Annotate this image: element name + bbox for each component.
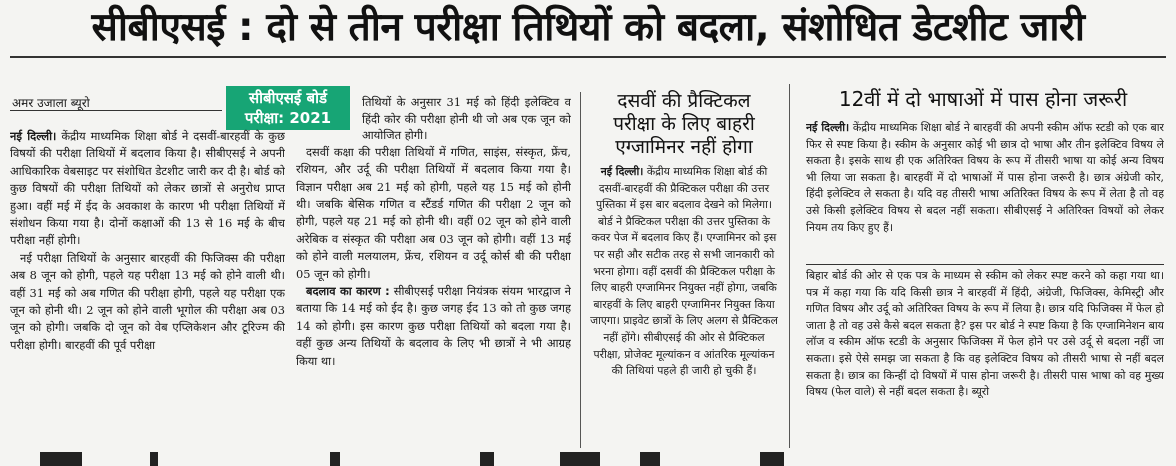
article2-heading-line1: दसवीं की प्रैक्टिकल: [617, 90, 751, 112]
article1-col1-p2: नई परीक्षा तिथियों के अनुसार बारहवीं की फिजिक्स की परीक्षा अब 8 जून को होगी, पहले यह परीक्षा 13 मई को होने वाली थी। वहीं 31 मई को अब गणित की परीक्षा होगी, पहले यह परीक्षा एक जून को होनी थी। 2 जून को होने वाली भूगोल की परीक्षा अब 03 जून को होगी। जबकि दो जून को वेब एप्लिकेशन और टूरिज्म की परीक्षा होगी। बारहवीं की पूर्व परीक्षा: [10, 250, 285, 352]
article1-reason-label: बदलाव का कारण :: [306, 284, 390, 299]
article2-text: केंद्रीय माध्यमिक शिक्षा बोर्ड की दसवीं-बारहवीं की प्रैक्टिकल परीक्षा की उत्तर पुस्तिका में इस बार बदलाव देखने को मिलेगा। बोर्ड ने प्रैक्टिकल परीक्षा की उत्तर पुस्तिका के कवर पेज में बदलाव किए हैं। एग्जामिनर को इस पर सही और सटीक तरह से सभी जानकारी को भरना होगा। वहीं दसवीं की प्रैक्टिकल परीक्षा के लिए बाहरी एग्जामिनर नियुक्त नहीं होगा, जबकि बारहवीं के लिए बाहरी एग्जामिनर नियुक्त किया जाएगा। प्राइवेट छात्रों के लिए अलग से प्रैक्टिकल नहीं होंगे। सीबीएसई की ओर से प्रैक्टिकल परीक्षा, प्रोजेक्ट मूल्यांकन व आंतरिक मूल्यांकन की तिथियां पहले ही जारी हो चुकी हैं।: [590, 165, 778, 378]
article3-dateline: नई दिल्ली।: [806, 121, 850, 134]
article1-column1: [10, 128, 285, 450]
next-headline-fragment: [0, 452, 1176, 466]
article2-heading-line3: एग्जामिनर नहीं होगा: [615, 136, 753, 158]
article3-separator: [806, 264, 1164, 265]
article3-p1: केंद्रीय माध्यमिक शिक्षा बोर्ड ने बारहवीं की अपनी स्कीम ऑफ स्टडी को एक बार फिर से स्पष्ट किया है। स्कीम के अनुसार कोई भी छात्र दो भाषा और तीन इलेक्टिव विषय ले सकता है। इसके साथ ही एक अतिरिक्त विषय के रूप में तीसरी भाषा या कोई अन्य विषय भी लिया जा सकता है। बारहवीं में दो भाषाओं में पास होना जरूरी है। छात्र अंग्रेजी कोर, हिंदी इलेक्टिव ले सकता है। यदि वह तीसरी भाषा अतिरिक्त विषय के रूप में लेता है तो वह उसे किसी इलेक्टिव विषय से बदल नहीं सकता। सीबीएसई ने अतिरिक्त विषयों को लेकर नियम तय किए हुए हैं।: [806, 121, 1164, 234]
article1-col2-top: तिथियों के अनुसार 31 मई को हिंदी इलेक्टिव व हिंदी कोर की परीक्षा होनी थी जो अब एक जून को आयोजित होगी।: [362, 95, 571, 143]
byline: अमर उजाला ब्यूरो: [12, 96, 90, 110]
article2-dateline: नई दिल्ली।: [600, 165, 644, 178]
article3-para1: [806, 120, 1164, 258]
article1-col2-p1: दसवीं कक्षा की परीक्षा तिथियों में गणित, साइंस, संस्कृत, फ्रेंच, रशियन, और उर्दू की परीक्षा तिथियों में बदलाव किया गया है। विज्ञान परीक्षा अब 21 मई को होगी, पहले यह 15 मई को होनी थी। जबकि बेसिक गणित व स्टैंडर्ड गणित की परीक्षा 2 जून को होगी, पहले यह 21 मई को होनी थी। वहीं 02 जून को होने वाली अरेबिक व संस्कृत की परीक्षा अब 03 जून को होगी। वहीं 13 मई को होने वाली मलयालम, फ्रेंच, रशियन व उर्दू कोर्स बी की परीक्षा 05 जून को होगी।: [296, 144, 571, 281]
headline: सीबीएसई : दो से तीन परीक्षा तिथियों को बदला, संशोधित डेटशीट जारी: [91, 5, 1085, 50]
byline-rule: [10, 110, 222, 111]
badge-line1: सीबीएसई बोर्ड: [249, 89, 327, 107]
article3-para2: [806, 268, 1164, 452]
article1-col2-p2: सीबीएसई परीक्षा नियंत्रक संयम भारद्वाज ने बताया कि 14 मई को ईद है। कुछ जगह ईद 13 को तो कुछ जगह 14 को होगी। इस कारण कुछ परीक्षा तिथियों को बदला गया है। वहीं कुछ अन्य तिथियों के बदलाव के लिए भी छात्रों ने भी आग्रह किया था।: [296, 284, 571, 368]
article2-heading-line2: परीक्षा के लिए बाहरी: [613, 113, 755, 135]
article1-dateline: नई दिल्ली।: [10, 129, 57, 143]
badge-line2: परीक्षा: 2021: [244, 109, 332, 127]
article1-col1-text: केंद्रीय माध्यमिक शिक्षा बोर्ड ने दसवीं-बारहवीं के कुछ विषयों की परीक्षा तिथियों में बदलाव किया है। सीबीएसई ने अपनी आधिकारिक वेबसाइट पर संशोधित डेटशीट जारी कर दी है। बोर्ड को कुछ विषयों की परीक्षा तिथियों को लेकर छात्रों से अनुरोध प्राप्त हुआ। वहीं मई में ईद के अवकाश के कारण भी परीक्षा तिथियों में संशोधन किया गया है। दोनों कक्षाओं की 13 से 16 मई के बीच परीक्षा नहीं होगी।: [10, 129, 285, 248]
article3-heading: 12वीं में दो भाषाओं में पास होना जरूरी: [838, 87, 1128, 111]
article1-column2: [296, 94, 571, 450]
article2-heading: [590, 90, 778, 159]
column-divider-2: [789, 84, 790, 448]
article2-body: [590, 164, 778, 452]
article3-p2: बिहार बोर्ड की ओर से एक पत्र के माध्यम से स्कीम को लेकर स्पष्ट करने को कहा गया था। पत्र में कहा गया कि यदि किसी छात्र ने बारहवीं में हिंदी, अंग्रेजी, फिजिक्स, केमिस्ट्री और गणित विषय और उर्दू को अतिरिक्त विषय के रूप में लिया है। छात्र यदि फिजिक्स में फेल हो जाता है तो वह उसे कैसे बदल सकता है? इस पर बोर्ड ने स्पष्ट किया है कि एग्जामिनेशन बाय लॉज व स्कीम ऑफ स्टडी के अनुसार फिजिक्स में फेल होने पर उसे उर्दू से बदला नहीं जा सकता। इसे ऐसे समझ जा सकता है कि वह इलेक्टिव विषय को तीसरी भाषा से नहीं बदल सकता है। छात्र का किन्हीं दो विषयों में पास होना जरूरी है। तीसरी पास भाषा को वह मुख्य विषय (फेल वाले) से नहीं बदल सकता है।: [806, 269, 1164, 399]
column-divider-1: [580, 92, 581, 448]
article3-signoff: ब्यूरो: [971, 385, 990, 399]
headline-rule: [10, 56, 1166, 58]
